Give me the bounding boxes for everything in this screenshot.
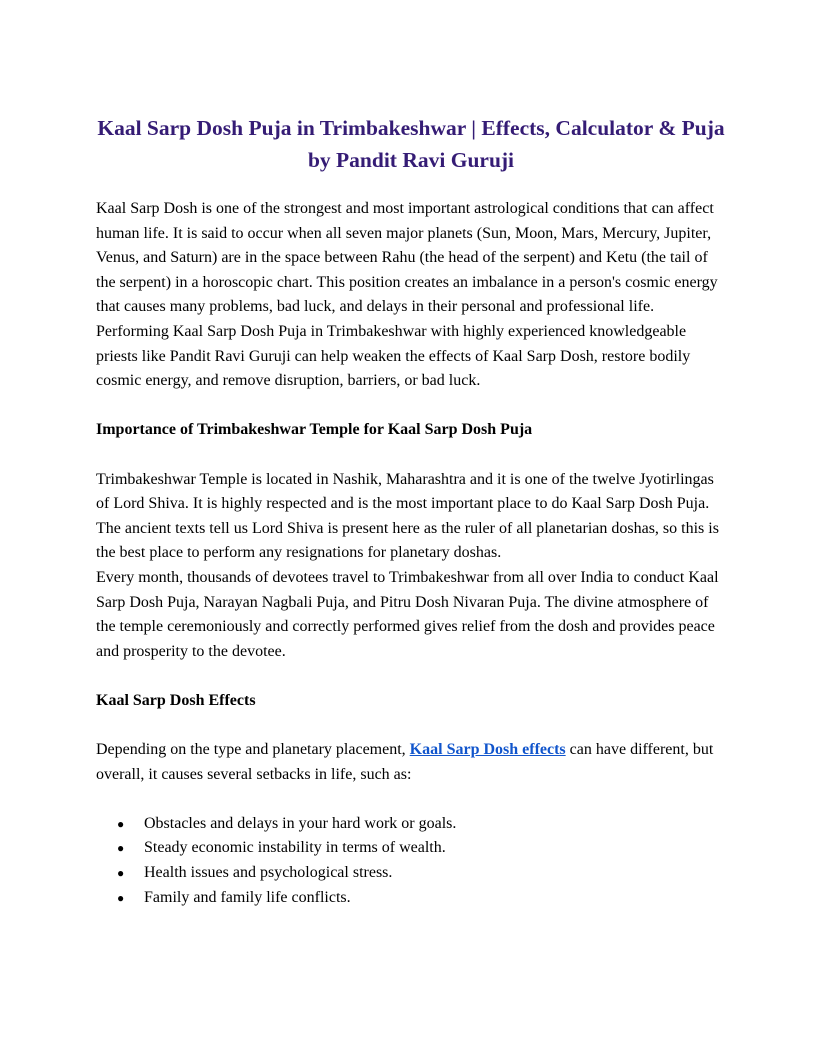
spacer [96, 443, 726, 468]
effects-paragraph [96, 738, 726, 787]
list-item [96, 812, 726, 837]
list-item-text: Family and family life conflicts. [144, 888, 351, 906]
effects-text-after: can have different, but overall, it causes several setbacks in life, such as: [96, 741, 714, 783]
bullet-icon: ● [117, 841, 125, 856]
list-item [96, 836, 726, 861]
intro-paragraph: Kaal Sarp Dosh is one of the strongest and most important astrological conditions that can affect human life. It is said to occur when all seven major planets (Sun, Moon, Mars, Mercury, Jupiter, Venus, and Saturn) are in the space between Rahu (the head of the serpent) and Ketu (the tail of the serpent) in a horoscopic chart. This position creates an imbalance in a person's cosmic energy that causes many problems, bad luck, and delays in their personal and professional life. Performing Kaal Sarp Dosh Puja in Trimbakeshwar with highly experienced knowledgeable priests like Pandit Ravi Guruji can help weaken the effects of Kaal Sarp Dosh, restore bodily cosmic energy, and remove disruption, barriers, or bad luck. [96, 200, 718, 390]
effects-text-before: Depending on the type and planetary placement, [96, 741, 410, 759]
spacer [96, 713, 726, 738]
list-item [96, 861, 726, 886]
kaal-sarp-dosh-effects-link[interactable]: Kaal Sarp Dosh effects [409, 741, 566, 759]
bullet-icon: ● [117, 816, 125, 831]
document-title: Kaal Sarp Dosh Puja in Trimbakeshwar | Effects, Calculator & Puja by Pandit Ravi Guruji [97, 116, 725, 172]
importance-paragraph-2: Every month, thousands of devotees travel to Trimbakeshwar from all over India to conduct Kaal Sarp Dosh Puja, Narayan Nagbali Puja, and Pitru Dosh Nivaran Puja. The divine atmosphere of the temple ceremoniously and correctly performed gives relief from the dosh and provides peace and prosperity to the devotee. [96, 568, 719, 660]
effects-bullet-list [96, 812, 726, 910]
spacer [96, 787, 726, 812]
spacer [96, 664, 726, 689]
spacer [96, 394, 726, 419]
section-heading-effects: Kaal Sarp Dosh Effects [96, 691, 256, 709]
list-item [96, 886, 726, 911]
list-item-text: Steady economic instability in terms of wealth. [144, 839, 446, 857]
list-item-text: Obstacles and delays in your hard work or goals. [144, 814, 457, 832]
section-heading-importance: Importance of Trimbakeshwar Temple for Kaal Sarp Dosh Puja [96, 421, 533, 439]
bullet-icon: ● [117, 890, 125, 905]
bullet-icon: ● [117, 866, 125, 881]
document-page [96, 112, 726, 910]
list-item-text: Health issues and psychological stress. [144, 864, 393, 882]
importance-paragraph-1: Trimbakeshwar Temple is located in Nashik, Maharashtra and it is one of the twelve Jyotirlingas of Lord Shiva. It is highly respected and is the most important place to do Kaal Sarp Dosh Puja. The ancient texts tell us Lord Shiva is present here as the ruler of all planetarian doshas, so this is the best place to perform any resignations for planetary doshas. [96, 470, 719, 562]
